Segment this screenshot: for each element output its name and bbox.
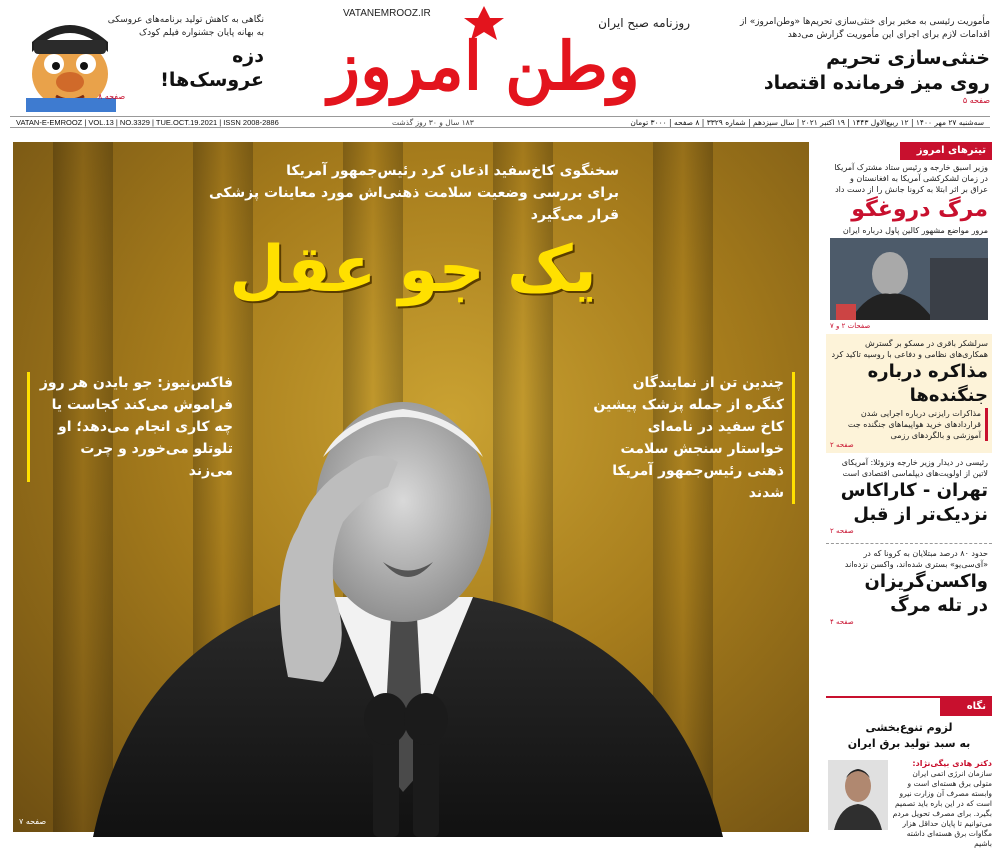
sidebar-story-3[interactable] bbox=[826, 453, 992, 539]
story-3-page: صفحه ۲ bbox=[830, 527, 854, 535]
logo[interactable] bbox=[248, 4, 720, 114]
divider bbox=[826, 543, 992, 544]
hero-kicker bbox=[199, 160, 619, 226]
hero-headline: یک جو عقل bbox=[229, 233, 597, 307]
hero-kicker-line-1: سخنگوی کاخ‌سفید اذعان کرد رئیس‌جمهور آمریکا bbox=[286, 163, 619, 179]
story-3-headline-2: نزدیک‌تر از قبل bbox=[853, 504, 988, 525]
opinion-headline-1: لزوم تنوع‌بخشی bbox=[865, 721, 953, 734]
masthead bbox=[0, 0, 1000, 118]
sidebar-opinion[interactable] bbox=[826, 696, 992, 848]
logo-wordmark: وطن امروز bbox=[328, 27, 640, 105]
story-2-headline-1: مذاکره درباره bbox=[867, 361, 988, 382]
story-2-headline-2: جنگنده‌ها bbox=[909, 385, 988, 406]
story-2-bullet: مذاکرات رایزنی درباره اجرایی شدن قراردادهای خرید هواپیماهای جنگنده جت آموزشی و بالگردهای رزمی bbox=[830, 408, 988, 441]
opinion-author-photo bbox=[828, 760, 888, 830]
sidebar-story-2[interactable] bbox=[826, 334, 992, 453]
left-teaser-page: صفحه ۸ bbox=[98, 92, 126, 101]
hero-kicker-line-2: برای بررسی وضعیت سلامت ذهنی‌اش مورد معاینات پزشکی قرار می‌گیرد bbox=[209, 185, 619, 223]
opinion-author: دکتر هادی بیگی‌نژاد: bbox=[912, 759, 992, 768]
logo-tagline: روزنامه صبح ایران bbox=[598, 16, 690, 30]
hero-left-box: فاکس‌نیوز: جو بایدن هر روز فراموش می‌کند کجاست یا چه کاری انجام می‌دهد؛ او تلوتلو می‌خورد و چرت می‌زند bbox=[27, 372, 233, 482]
left-teaser-text bbox=[98, 14, 264, 101]
issue-infobar bbox=[10, 116, 990, 128]
sidebar-story-1[interactable] bbox=[826, 160, 992, 236]
story-4-page: صفحه ۴ bbox=[830, 618, 854, 626]
left-teaser-headline-1: دزه bbox=[232, 45, 264, 67]
opinion-body: سازمان انرژی اتمی ایران متولی برق هسته‌ای است و وابسته مصرف آن وزارت نیرو است که در این باره باید تصمیم بگیرد. برای مصرف تحویل مردم می‌توانیم تا پایان حداقل هزار مگاوات برق هسته‌ای داشته باشیم bbox=[892, 769, 992, 848]
story-3-headline-1: تهران - کاراکاس bbox=[840, 480, 988, 501]
left-teaser-intro: نگاهی به کاهش تولید برنامه‌های عروسکی به بهانه پایان جشنواره فیلم کودک bbox=[107, 15, 264, 38]
right-teaser-intro: مأموریت رئیسی به مخبر برای خنثی‌سازی تحریم‌ها «وطن‌امروز» از اقدامات لازم برای اجرای این مأموریت گزارش می‌دهد bbox=[740, 17, 990, 40]
story-4-headline-2: در تله مرگ bbox=[890, 595, 988, 616]
hero-right-box: چندین تن از نمایندگان کنگره از جمله پزشک پیشین کاخ سفید در نامه‌ای خواستار سنجش سلامت ذهنی رئیس‌جمهور آمریکا شدند bbox=[589, 372, 795, 504]
story-4-intro: حدود ۸۰ درصد مبتلایان به کرونا که در «آی‌سی‌یو» بستری شده‌اند، واکسن نزده‌اند bbox=[844, 549, 988, 569]
story-2-page: صفحه ۲ bbox=[830, 441, 854, 449]
hero-story[interactable] bbox=[13, 142, 809, 832]
story-1-page: صفحات ۲ و ۷ bbox=[830, 322, 871, 330]
infobar-persian: سه‌شنبه ۲۷ مهر ۱۴۰۰ | ۱۲ ربیع‌الاول ۱۴۴۳ | ۱۹ اکتبر ۲۰۲۱ | سال سیزدهم | شماره ۳۳۲۹ | ۸ صفحه | ۳۰۰۰ تومان bbox=[630, 118, 984, 127]
story-1-sub: مرور مواضع مشهور کالین پاول درباره ایران bbox=[842, 226, 988, 235]
right-teaser-headline-2: روی میز فرمانده اقتصاد bbox=[763, 72, 990, 94]
story-1-intro: وزیر اسبق خارجه و رئیس ستاد مشترک آمریکا در زمان لشکرکشی آمریکا به افغانستان و عراق بر اثر ابتلا به کرونا جانش را از دست داد bbox=[834, 163, 988, 194]
opinion-body-wrap bbox=[892, 758, 992, 848]
story-4-headline-1: واکسن‌گریزان bbox=[864, 571, 988, 592]
logo-url: VATANEMROOZ.IR bbox=[343, 8, 431, 19]
infobar-middle: ۱۸۳ سال و ۳۰ روز گذشت bbox=[392, 118, 474, 127]
right-teaser-headline-1: خنثی‌سازی تحریم bbox=[826, 47, 990, 69]
right-teaser[interactable] bbox=[728, 16, 990, 105]
opinion-title: نگاه bbox=[940, 698, 992, 716]
story-1-photo bbox=[830, 238, 988, 320]
story-2-intro: سرلشکر باقری در مسکو بر گسترش همکاری‌های نظامی و دفاعی با روسیه تاکید کرد bbox=[831, 339, 988, 359]
portrait-image bbox=[830, 238, 988, 320]
infobar-latin: VATAN-E-EMROOZ | VOL.13 | NO.3329 | TUE.OCT.19.2021 | ISSN 2008-2886 bbox=[16, 118, 279, 127]
author-portrait-icon bbox=[828, 760, 888, 830]
hero-page: صفحه ۷ bbox=[19, 817, 47, 826]
left-teaser-headline-2: عروسک‌ها! bbox=[160, 69, 264, 91]
sidebar-column bbox=[826, 142, 992, 848]
story-3-intro: رئیسی در دیدار وزیر خارجه ونزوئلا: آمریکای لاتین از اولویت‌های دیپلماسی اقتصادی است bbox=[841, 458, 988, 478]
right-teaser-page: صفحه ۵ bbox=[962, 96, 990, 105]
opinion-headline-2: به سبد تولید برق ایران bbox=[847, 737, 971, 750]
sidebar-section-title: تیترهای امروز bbox=[900, 142, 992, 160]
story-1-headline: مرگ دروغگو bbox=[851, 197, 988, 222]
sidebar-story-4[interactable] bbox=[826, 548, 992, 626]
